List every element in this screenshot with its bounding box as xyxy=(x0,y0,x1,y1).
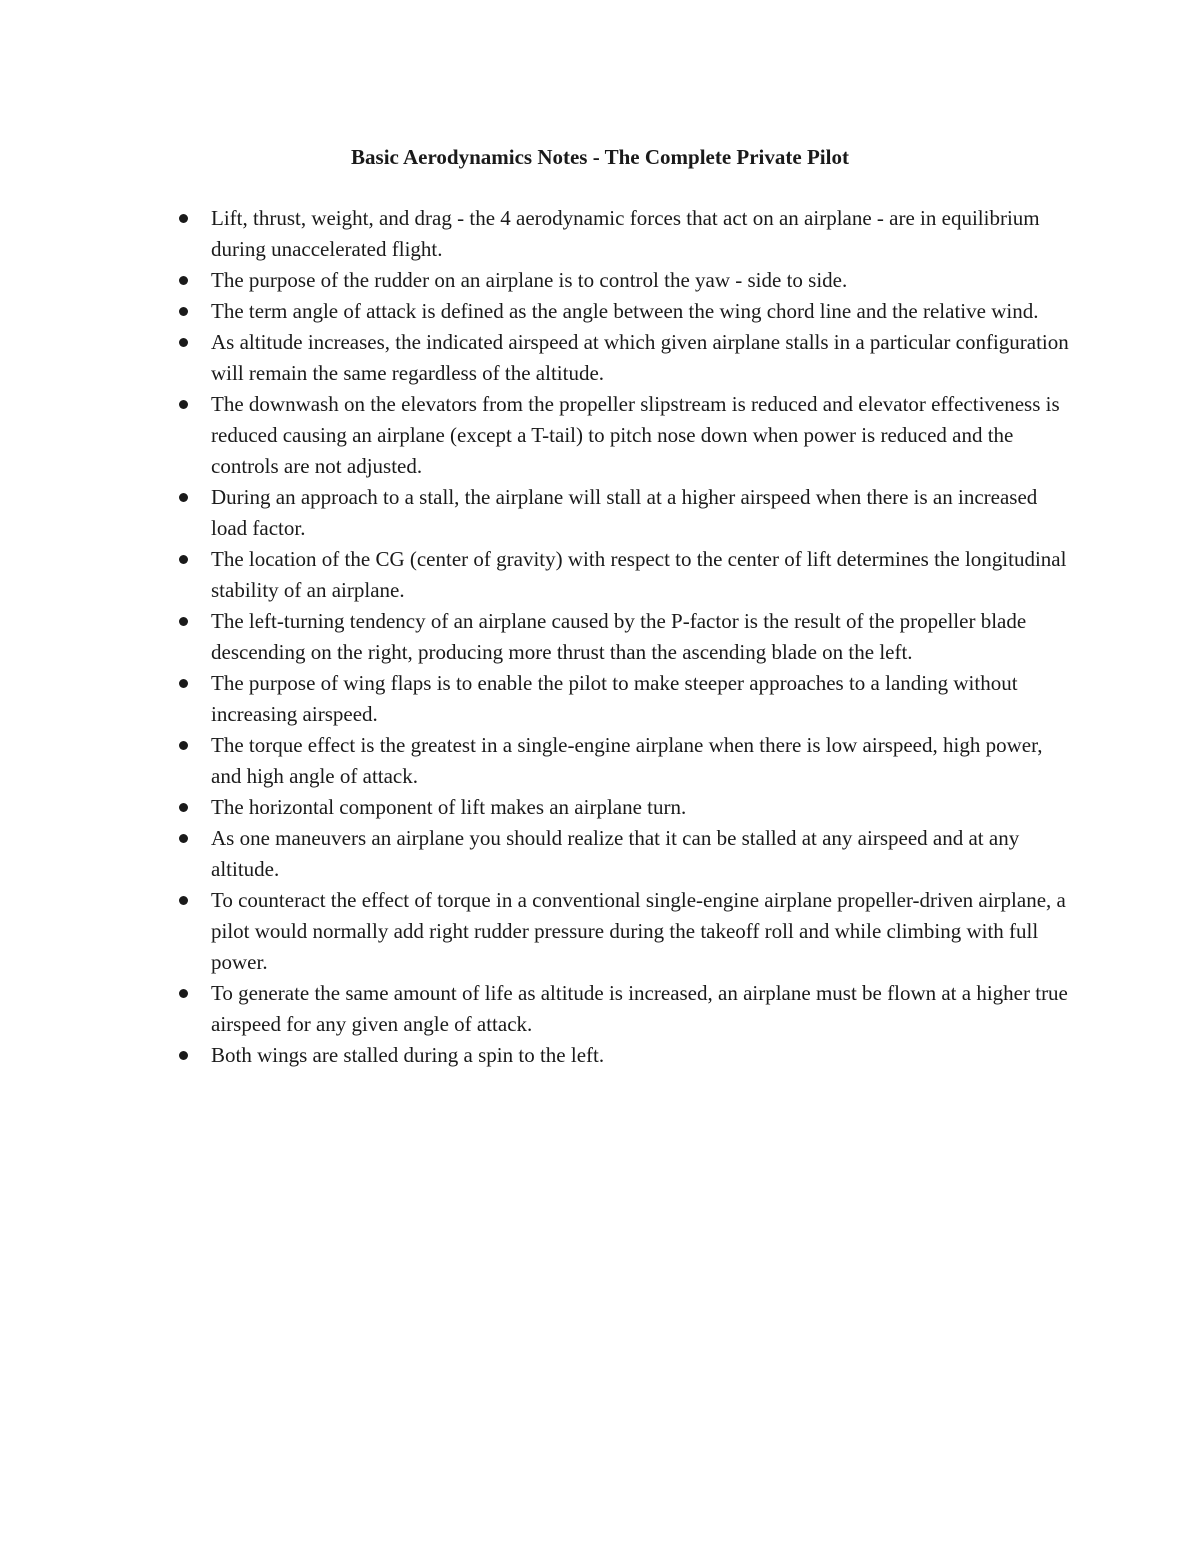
list-item-text: As one maneuvers an airplane you should realize that it can be stalled at any airspeed and at any altitude. xyxy=(211,826,1020,881)
list-item-text: The term angle of attack is defined as the angle between the wing chord line and the relative wind. xyxy=(211,299,1039,323)
list-item-text: To generate the same amount of life as altitude is increased, an airplane must be flown at a higher true airspeed for any given angle of attack. xyxy=(211,981,1068,1036)
bullet-icon xyxy=(179,307,188,316)
bullet-icon xyxy=(179,989,188,998)
list-item-text: During an approach to a stall, the airplane will stall at a higher airspeed when there is an increased load factor. xyxy=(211,485,1038,540)
list-item xyxy=(211,885,1071,978)
bullet-icon xyxy=(179,1051,188,1060)
list-item xyxy=(211,823,1071,885)
list-item-text: The purpose of the rudder on an airplane is to control the yaw - side to side. xyxy=(211,268,848,292)
bullet-icon xyxy=(179,617,188,626)
list-item xyxy=(211,668,1071,730)
list-item xyxy=(211,482,1071,544)
list-item xyxy=(211,327,1071,389)
list-item xyxy=(211,265,1071,296)
bullet-icon xyxy=(179,493,188,502)
document-title: Basic Aerodynamics Notes - The Complete Private Pilot xyxy=(351,145,849,169)
list-item xyxy=(211,1040,1071,1071)
list-item-text: To counteract the effect of torque in a conventional single-engine airplane propeller-driven airplane, a pilot would normally add right rudder pressure during the takeoff roll and while climbing with full power. xyxy=(211,888,1066,974)
bullet-icon xyxy=(179,400,188,409)
bullet-icon xyxy=(179,896,188,905)
list-item-text: The location of the CG (center of gravity) with respect to the center of lift determines the longitudinal stability of an airplane. xyxy=(211,547,1067,602)
list-item-text: As altitude increases, the indicated airspeed at which given airplane stalls in a particular configuration will remain the same regardless of the altitude. xyxy=(211,330,1069,385)
list-item-text: The horizontal component of lift makes an airplane turn. xyxy=(211,795,687,819)
list-item xyxy=(211,203,1071,265)
list-item-text: The torque effect is the greatest in a single-engine airplane when there is low airspeed, high power, and high angle of attack. xyxy=(211,733,1043,788)
bullet-icon xyxy=(179,834,188,843)
bullet-icon xyxy=(179,803,188,812)
notes-list xyxy=(211,203,1071,1071)
list-item-text: The purpose of wing flaps is to enable the pilot to make steeper approaches to a landing without increasing airspeed. xyxy=(211,671,1018,726)
list-item-text: The left-turning tendency of an airplane caused by the P-factor is the result of the propeller blade descending on the right, producing more thrust than the ascending blade on the left. xyxy=(211,609,1027,664)
list-item xyxy=(211,296,1071,327)
list-item xyxy=(211,606,1071,668)
list-item-text: Both wings are stalled during a spin to the left. xyxy=(211,1043,605,1067)
bullet-icon xyxy=(179,555,188,564)
bullet-icon xyxy=(179,214,188,223)
list-item xyxy=(211,544,1071,606)
bullet-icon xyxy=(179,741,188,750)
bullet-icon xyxy=(179,338,188,347)
list-item-text: The downwash on the elevators from the propeller slipstream is reduced and elevator effectiveness is reduced causing an airplane (except a T-tail) to pitch nose down when power is reduced and the controls are not adjusted. xyxy=(211,392,1060,478)
list-item xyxy=(211,792,1071,823)
bullet-icon xyxy=(179,276,188,285)
list-item xyxy=(211,389,1071,482)
bullet-icon xyxy=(179,679,188,688)
list-item-text: Lift, thrust, weight, and drag - the 4 aerodynamic forces that act on an airplane - are in equilibrium during unaccelerated flight. xyxy=(211,206,1040,261)
list-item xyxy=(211,730,1071,792)
list-item xyxy=(211,978,1071,1040)
